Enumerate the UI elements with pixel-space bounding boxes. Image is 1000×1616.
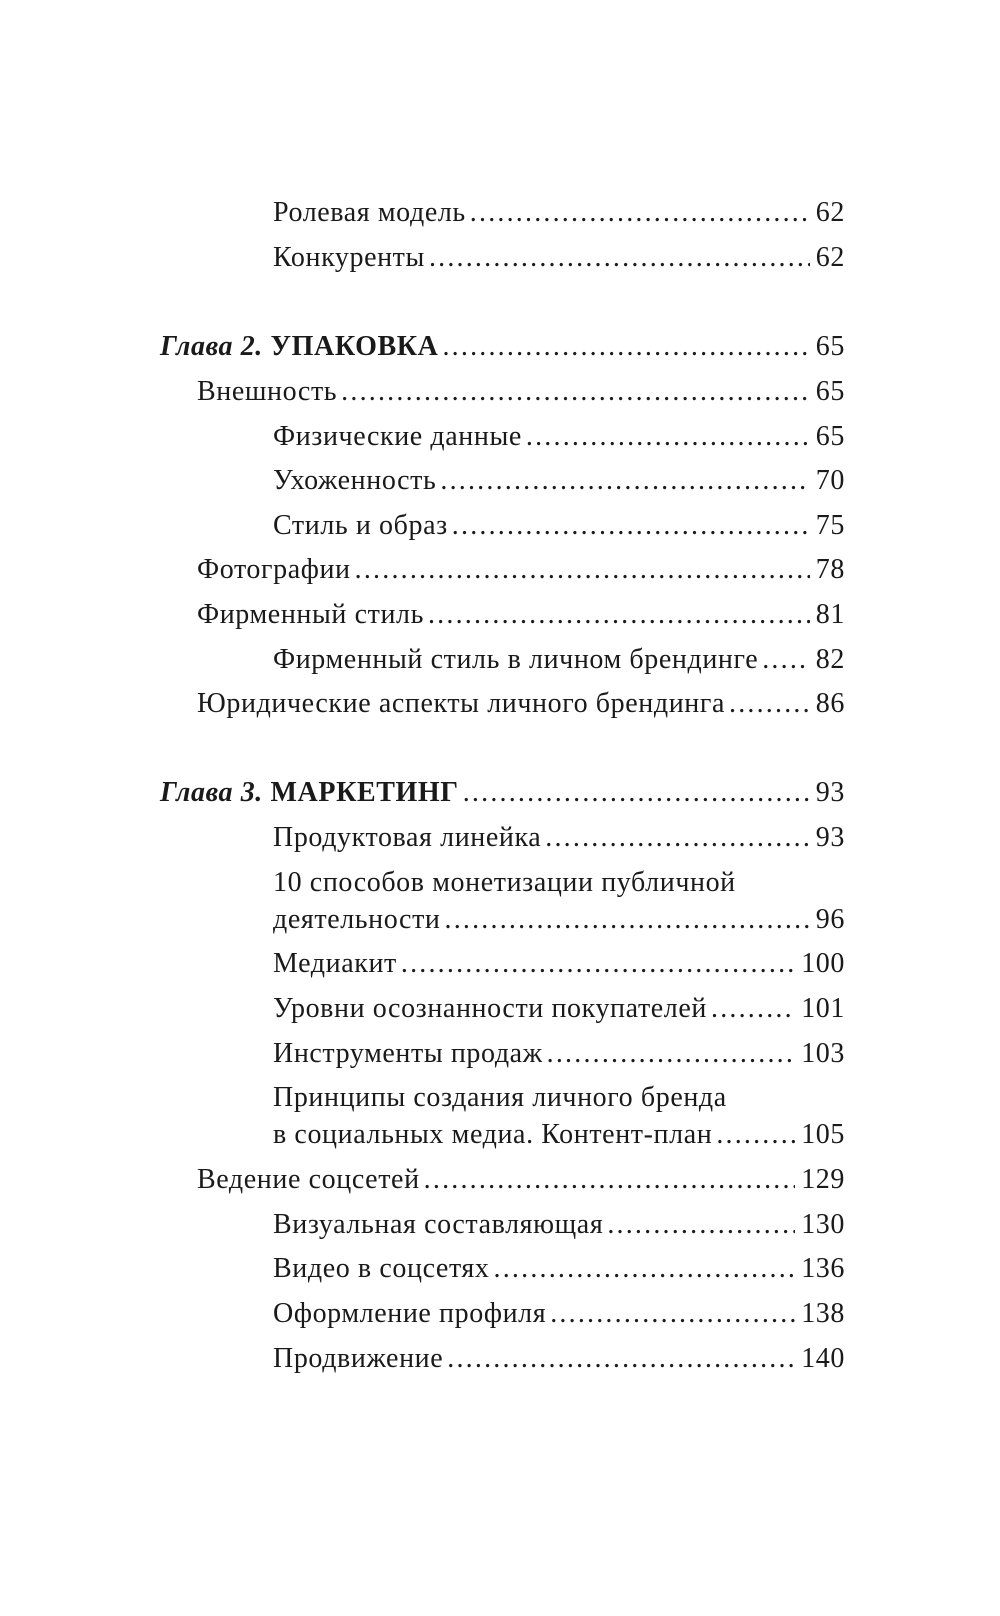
- toc-entry-grooming[interactable]: [273, 464, 845, 498]
- chapter-title: УПАКОВКА: [270, 331, 439, 362]
- toc-entry-social-media[interactable]: [197, 1163, 845, 1197]
- chapter-title: МАРКЕТИНГ: [270, 777, 459, 808]
- toc-entry-brand-principles-line1[interactable]: Принципы создания личного бренда: [273, 1082, 727, 1113]
- toc-chapter-2[interactable]: [160, 330, 845, 364]
- dot-leader: [442, 330, 809, 364]
- toc-entry-product-line[interactable]: [273, 821, 845, 855]
- toc-entry-page: 70: [815, 465, 845, 496]
- dot-leader: [428, 598, 810, 632]
- dot-leader: [401, 947, 795, 981]
- toc-entry-profile-design[interactable]: [273, 1297, 845, 1331]
- toc-entry-page: 138: [801, 1298, 845, 1329]
- dot-leader: [545, 821, 810, 855]
- toc-entry-media-kit[interactable]: [273, 947, 845, 981]
- dot-leader: [341, 375, 810, 409]
- toc-entry-label: Ведение соцсетей: [197, 1164, 420, 1195]
- toc-entry-page: 129: [801, 1164, 845, 1195]
- dot-leader: [494, 1252, 796, 1286]
- toc-entry-label: Уровни осознанности покупателей: [273, 993, 707, 1024]
- chapter-prefix: Глава 3.: [160, 777, 263, 808]
- toc-entry-page: 140: [801, 1343, 845, 1374]
- toc-entry-label: Продвижение: [273, 1343, 444, 1374]
- toc-entry-page: 62: [815, 242, 845, 273]
- toc-entry-page: 81: [815, 599, 845, 630]
- toc-entry-label: Ухоженность: [273, 465, 437, 496]
- toc-entry-label: Физические данные: [273, 421, 522, 452]
- toc-entry-brand-principles[interactable]: [273, 1118, 845, 1152]
- toc-chapter-3[interactable]: [160, 776, 845, 810]
- toc-entry-buyer-awareness[interactable]: [273, 992, 845, 1026]
- toc-entry-role-model[interactable]: [273, 196, 845, 230]
- toc-entry-page: 65: [815, 421, 845, 452]
- toc-entry-page: 136: [801, 1253, 845, 1284]
- toc-entry-page: 93: [815, 822, 845, 853]
- toc-entry-legal-aspects[interactable]: [197, 687, 845, 721]
- toc-entry-page: 86: [815, 688, 845, 719]
- toc-entry-label: Продуктовая линейка: [273, 822, 542, 853]
- toc-entry-label: Стиль и образ: [273, 510, 448, 541]
- toc-entry-page: 101: [801, 993, 845, 1024]
- toc-entry-page: 78: [815, 554, 845, 585]
- toc-entry-page: 65: [815, 376, 845, 407]
- toc-entry-page: 100: [801, 948, 845, 979]
- toc-entry-label: в социальных медиа. Контент-план: [273, 1119, 713, 1150]
- chapter-heading: [160, 776, 459, 810]
- toc-entry-photos[interactable]: [197, 553, 845, 587]
- dot-leader: [470, 196, 810, 230]
- toc-entry-page: 75: [815, 510, 845, 541]
- dot-leader: [711, 992, 795, 1026]
- toc-entry-page: 103: [801, 1038, 845, 1069]
- toc-entry-video[interactable]: [273, 1252, 845, 1286]
- toc-entry-page: 96: [815, 904, 845, 935]
- toc-entry-label: Внешность: [197, 376, 338, 407]
- toc-entry-competitors[interactable]: [273, 241, 845, 275]
- dot-leader: [607, 1208, 795, 1242]
- toc-entry-monetization-line1[interactable]: 10 способов монетизации публичной: [273, 867, 736, 898]
- dot-leader: [445, 903, 810, 937]
- toc-entry-page: 65: [815, 331, 845, 362]
- toc-entry-monetization[interactable]: [273, 903, 845, 937]
- toc-entry-label: Оформление профиля: [273, 1298, 547, 1329]
- toc-entry-label: Юридические аспекты личного брендинга: [197, 688, 725, 719]
- chapter-heading: [160, 330, 438, 364]
- toc-entry-appearance[interactable]: [197, 375, 845, 409]
- toc-entry-page: 62: [815, 197, 845, 228]
- dot-leader: [729, 687, 810, 721]
- toc-entry-label: Медиакит: [273, 948, 397, 979]
- dot-leader: [550, 1297, 795, 1331]
- toc-entry-label: Фирменный стиль: [197, 599, 424, 630]
- toc-entry-corporate-style-branding[interactable]: [273, 643, 845, 677]
- toc-entry-label: Конкуренты: [273, 242, 425, 273]
- toc-entry-visual-component[interactable]: [273, 1208, 845, 1242]
- toc-entry-page: 105: [801, 1119, 845, 1150]
- toc-entry-page: 82: [815, 644, 845, 675]
- toc-entry-label: Визуальная составляющая: [273, 1209, 604, 1240]
- chapter-prefix: Глава 2.: [160, 331, 263, 362]
- dot-leader: [447, 1342, 795, 1376]
- dot-leader: [547, 1037, 796, 1071]
- dot-leader: [355, 553, 810, 587]
- toc-entry-label: Ролевая модель: [273, 197, 466, 228]
- dot-leader: [440, 464, 809, 498]
- toc-entry-label: Инструменты продаж: [273, 1038, 543, 1069]
- toc-entry-label: деятельности: [273, 904, 441, 935]
- dot-leader: [762, 643, 810, 677]
- toc-entry-label: Видео в соцсетях: [273, 1253, 490, 1284]
- toc-entry-page: 93: [815, 777, 845, 808]
- toc-entry-corporate-style[interactable]: [197, 598, 845, 632]
- dot-leader: [716, 1118, 795, 1152]
- dot-leader: [526, 420, 810, 454]
- toc-entry-label: Фотографии: [197, 554, 351, 585]
- dot-leader: [452, 509, 810, 543]
- dot-leader: [424, 1163, 796, 1197]
- toc-entry-sales-tools[interactable]: [273, 1037, 845, 1071]
- toc-entry-promotion[interactable]: [273, 1342, 845, 1376]
- toc-entry-page: 130: [801, 1209, 845, 1240]
- dot-leader: [463, 776, 810, 810]
- dot-leader: [429, 241, 810, 275]
- toc-entry-style-image[interactable]: [273, 509, 845, 543]
- toc-entry-label: Фирменный стиль в личном брендинге: [273, 644, 759, 675]
- toc-entry-physical-data[interactable]: [273, 420, 845, 454]
